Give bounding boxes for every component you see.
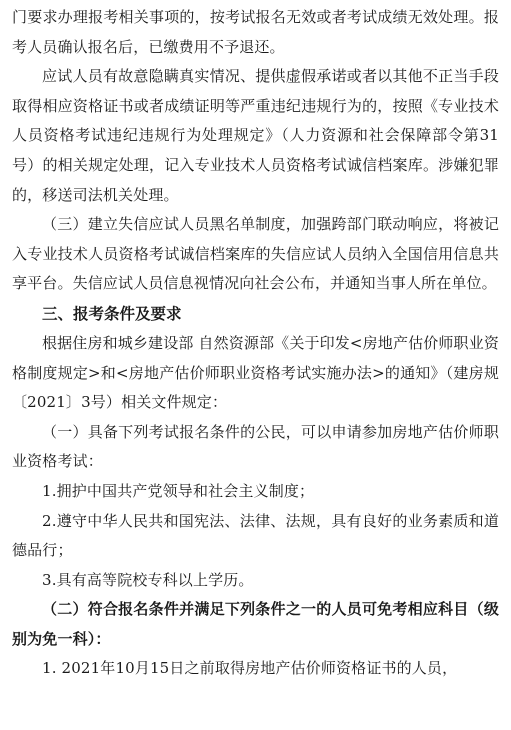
paragraph-registration-invalid: 门要求办理报考相关事项的，按考试报名无效或者考试成绩无效处理。报考人员确认报名后，已缴费用不予退还。 — [12, 8, 499, 56]
paragraph-regulation-basis: 根据住房和城乡建设部 自然资源部《关于印发<房地产估价师职业资格制度规定>和<房地产估价师职业资格考试实施办法>的通知》（建房规〔2021〕3号）相关文件规定： — [12, 333, 499, 412]
paragraph-fraud-handling: 应试人员有故意隐瞒真实情况、提供虚假承诺或者以其他不正当手段取得相应资格证书或者成绩证明等严重违纪违规行为的，按照《专业技术人员资格考试违纪违规行为处理规定》（人力资源和社会保障部令第31号）的相关规定处理，记入专业技术人员资格考试诚信档案库。涉嫌犯罪的，移送司法机关处理。 — [12, 67, 499, 204]
paragraph-exemption-intro: （二）符合报名条件并满足下列条件之一的人员可免考相应科目（级别为免一科）： — [12, 600, 499, 648]
paragraph-eligibility-intro: （一）具备下列考试报名条件的公民，可以申请参加房地产估价师职业资格考试： — [12, 422, 499, 471]
list-item-condition-3: 3.具有高等院校专科以上学历。 — [42, 570, 254, 589]
list-item-condition-2: 2.遵守中华人民共和国宪法、法律、法规，具有良好的业务素质和道德品行； — [12, 511, 499, 560]
paragraph-blacklist-system: （三）建立失信应试人员黑名单制度，加强跨部门联动响应，将被记入专业技术人员资格考试诚信档案库的失信应试人员纳入全国信用信息共享平台。失信应试人员信息视情况向社会公布，并通知当事人所在单位。 — [12, 215, 499, 293]
list-item-condition-1: 1.拥护中国共产党领导和社会主义制度； — [42, 481, 315, 500]
section-heading-requirements: 三、报考条件及要求 — [42, 304, 182, 323]
list-item-exemption-1: 1. 2021年10月15日之前取得房地产估价师资格证书的人员， — [42, 659, 458, 678]
